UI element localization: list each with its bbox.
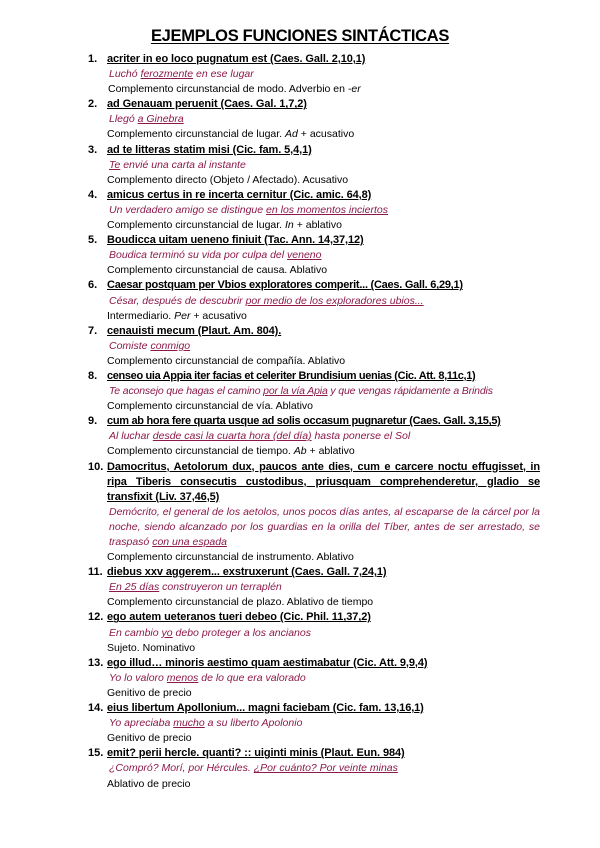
- syntactic-function: Complemento circunstancial de modo. Adverbio en -er: [108, 83, 361, 96]
- example-item: [88, 414, 540, 459]
- syntactic-function: Complemento circunstancial de causa. Ablativo: [107, 264, 328, 277]
- example-item: [88, 188, 540, 233]
- example-item: [88, 701, 540, 746]
- syntactic-function: Complemento circunstancial de tiempo. Ab + ablativo: [107, 445, 355, 458]
- highlighted-phrase: a Ginebra: [137, 113, 184, 126]
- highlighted-phrase: veneno: [287, 249, 322, 262]
- item-number: 8.: [88, 369, 98, 382]
- syntactic-function: Ablativo de precio: [107, 777, 191, 790]
- item-number: 11.: [88, 566, 103, 579]
- syntactic-function: Complemento circunstancial de vía. Ablativo: [107, 400, 314, 413]
- syntactic-function: Sujeto. Nominativo: [107, 641, 196, 654]
- syntactic-function: Complemento directo (Objeto / Afectado). Acusativo: [107, 173, 349, 186]
- latin-sentence: emit? perii hercle. quanti? :: uiginti minis (Plaut. Eun. 984): [107, 747, 405, 760]
- latin-sentence: Boudicca uitam ueneno finiuit (Tac. Ann. 14,37,12): [107, 234, 364, 247]
- example-item: [88, 143, 540, 188]
- highlighted-phrase: desde casi la cuarta hora (del día): [152, 430, 312, 443]
- spanish-translation: Yo lo valoro menos de lo que era valorado: [109, 671, 306, 684]
- latin-sentence: ad te litteras statim misi (Cic. fam. 5,4,1): [107, 143, 312, 156]
- spanish-translation: En cambio yo debo proteger a los ancianos: [109, 626, 311, 639]
- spanish-translation: Luchó ferozmente en ese lugar: [109, 68, 254, 81]
- highlighted-phrase: con una espada: [152, 536, 227, 548]
- item-number: 15.: [88, 747, 104, 760]
- page-title: EJEMPLOS FUNCIONES SINTÁCTICAS: [150, 27, 450, 45]
- syntactic-function: Complemento circunstancial de plazo. Ablativo de tiempo: [107, 596, 374, 609]
- spanish-translation: Llegó a Ginebra: [109, 113, 184, 126]
- example-item: [88, 369, 540, 414]
- item-number: 6.: [88, 279, 98, 292]
- latin-sentence: Damocritus, Aetolorum dux, paucos ante dies, cum e carcere noctu effugisset, in ripa Tiberis consecutis custodibus, priusquam comprehenderetur, gladio se transfixit (Liv. 37,46,5): [107, 460, 540, 503]
- example-item: [88, 746, 540, 791]
- example-item: [88, 460, 540, 566]
- item-number: 1.: [88, 53, 98, 65]
- example-item: [88, 656, 540, 701]
- latin-sentence: ad Genauam peruenit (Caes. Gal. 1,7,2): [107, 98, 307, 111]
- latin-sentence: cum ab hora fere quarta usque ad solis occasum pugnaretur (Caes. Gall. 3,15,5): [107, 415, 501, 428]
- latin-sentence: ego illud… minoris aestimo quam aestimabatur (Cic. Att. 9,9,4): [107, 656, 428, 669]
- item-number: 9.: [88, 415, 98, 428]
- spanish-translation: César, después de descubrir por medio de los exploradores ubios...: [109, 294, 424, 307]
- examples-list: [88, 52, 540, 792]
- item-number: 7.: [88, 324, 98, 337]
- spanish-translation: Al luchar desde casi la cuarta hora (del día) hasta ponerse el Sol: [109, 430, 411, 443]
- item-number: 14.: [88, 702, 104, 715]
- highlighted-phrase: menos: [166, 671, 199, 684]
- item-number: 10.: [88, 460, 104, 473]
- example-item: [88, 233, 540, 278]
- syntactic-function: Complemento circunstancial de compañía. Ablativo: [107, 354, 346, 367]
- highlighted-phrase: por medio de los exploradores ubios...: [245, 294, 424, 307]
- item-number: 3.: [88, 143, 98, 156]
- highlighted-phrase: conmigo: [150, 339, 191, 352]
- spanish-translation: Te envié una carta al instante: [109, 158, 246, 171]
- syntactic-function: Genitivo de precio: [107, 732, 192, 745]
- spanish-translation: ¿Compró? Morí, por Hércules. ¿Por cuánto? Por veinte minas: [109, 762, 398, 775]
- item-number: 2.: [88, 98, 98, 111]
- item-number: 4.: [88, 188, 98, 201]
- syntactic-function: Complemento circunstancial de lugar. Ad + acusativo: [107, 128, 355, 141]
- syntactic-function: Genitivo de precio: [107, 686, 192, 699]
- syntactic-function: Intermediario. Per + acusativo: [107, 309, 247, 322]
- highlighted-phrase: mucho: [173, 717, 205, 730]
- latin-sentence: diebus xxv aggerem... exstruxerunt (Caes. Gall. 7,24,1): [107, 566, 387, 579]
- latin-sentence: cenauisti mecum (Plaut. Am. 804).: [107, 324, 282, 337]
- latin-sentence: amicus certus in re incerta cernitur (Cic. amic. 64,8): [107, 188, 372, 201]
- highlighted-phrase: yo: [161, 626, 173, 639]
- item-number: 13.: [88, 656, 104, 669]
- item-number: 5.: [88, 234, 98, 247]
- latin-sentence: censeo uia Appia iter facias et celeriter Brundisium uenias (Cic. Att. 8,11c,1): [107, 369, 476, 382]
- example-item: [88, 97, 540, 142]
- example-item: [88, 324, 540, 369]
- spanish-translation: Un verdadero amigo se distingue en los momentos inciertos: [109, 203, 388, 216]
- example-item: [88, 565, 540, 610]
- highlighted-phrase: en los momentos inciertos: [266, 203, 388, 216]
- syntactic-function: Complemento circunstancial de lugar. In + ablativo: [107, 219, 342, 232]
- latin-sentence: acriter in eo loco pugnatum est (Caes. Gall. 2,10,1): [107, 53, 366, 65]
- item-number: 12.: [88, 611, 104, 624]
- spanish-translation: Boudica terminó su vida por culpa del veneno: [109, 249, 322, 262]
- spanish-translation: En 25 días construyeron un terraplén: [109, 581, 282, 594]
- spanish-translation: Demócrito, el general de los aetolos, unos pocos días antes, al escaparse de la cárcel por la noche, siendo alcanzado por los guardias en la orilla del Tíber, antes de ser arrestado, se traspasó con una espada: [109, 505, 540, 548]
- example-item: [88, 610, 540, 655]
- spanish-translation: Yo apreciaba mucho a su liberto Apolonio: [109, 717, 303, 730]
- spanish-translation: Comiste conmigo: [109, 339, 191, 352]
- latin-sentence: Caesar postquam per Vbios exploratores comperit... (Caes. Gall. 6,29,1): [107, 279, 463, 292]
- highlighted-phrase: ferozmente: [140, 68, 194, 81]
- highlighted-phrase: En 25 días: [109, 581, 160, 594]
- highlighted-phrase: ¿Por cuánto? Por veinte minas: [253, 762, 398, 775]
- latin-sentence: ego autem ueteranos tueri debeo (Cic. Phil. 11,37,2): [107, 611, 371, 624]
- latin-sentence: eius libertum Apollonium... magni faciebam (Cic. fam. 13,16,1): [107, 702, 424, 715]
- highlighted-phrase: Te: [109, 158, 121, 171]
- highlighted-phrase: por la vía Apia: [263, 385, 328, 398]
- example-item: [88, 278, 540, 323]
- syntactic-function: Complemento circunstancial de instrumento. Ablativo: [107, 551, 354, 564]
- spanish-translation: Te aconsejo que hagas el camino por la vía Apia y que vengas rápidamente a Brindis: [109, 385, 493, 398]
- example-item: [88, 52, 540, 97]
